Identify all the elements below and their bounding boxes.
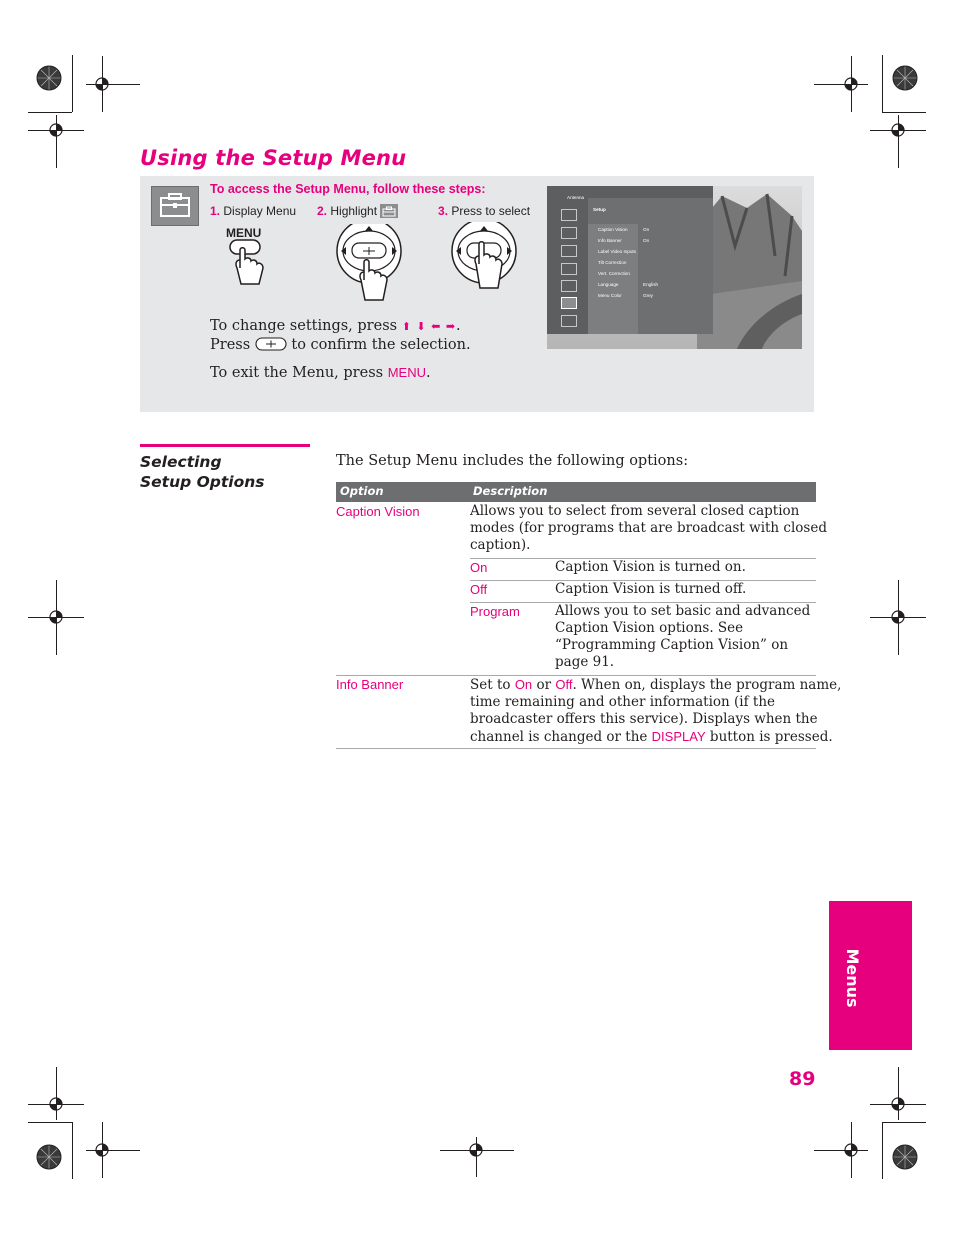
steps-heading: To access the Setup Menu, follow these steps: <box>210 182 486 196</box>
option-off-description: Caption Vision is turned off. <box>555 581 747 597</box>
arrow-keys-icon: ⬆ ⬇ ⬅ ➡ <box>401 320 457 333</box>
info-banner-description: Set to On or Off. When on, displays the program name, time remaining and other information (if the broadcaster offers this service). Displays when the channel is changed or the DISPLAY button is pressed. <box>470 677 842 745</box>
confirm-instruction: Press to confirm the selection. <box>210 337 471 353</box>
exit-instruction: To exit the Menu, press MENU. <box>210 365 431 381</box>
joystick-press-icon <box>449 222 521 294</box>
color-starburst-icon <box>891 64 919 92</box>
option-off: Off <box>470 582 488 597</box>
registration-target-icon <box>46 120 66 140</box>
menu-button-label: MENU <box>226 226 262 240</box>
tv-item-label: Menu Color <box>598 293 622 298</box>
registration-target-icon <box>466 1140 486 1160</box>
toolbox-icon <box>152 187 198 225</box>
registration-target-icon <box>888 1094 908 1114</box>
option-on: On <box>470 560 488 575</box>
joystick-button-icon <box>255 337 287 351</box>
side-tab-label: Menus <box>843 948 862 1008</box>
tv-item-label: Label Video Inputs <box>598 249 636 254</box>
page-number: 89 <box>789 1068 816 1090</box>
toolbox-icon <box>380 204 398 218</box>
tv-setup-screenshot <box>547 186 802 349</box>
tv-item-value: On <box>643 227 650 232</box>
col-option: Option <box>340 484 384 498</box>
setup-menu-icon-box <box>151 186 199 226</box>
tv-top-label: Antenna <box>567 195 585 200</box>
change-settings-instruction: To change settings, press ⬆ ⬇ ⬅ ➡. <box>210 318 461 334</box>
option-program-description: Allows you to set basic and advanced Caption Vision options. See “Programming Caption Vision” on page 91. <box>555 603 811 670</box>
caption-vision-description: Allows you to select from several closed caption modes (for programs that are broadcast with closed caption). <box>470 503 827 553</box>
option-on-description: Caption Vision is turned on. <box>555 559 746 575</box>
section-intro: The Setup Menu includes the following options: <box>336 453 689 469</box>
registration-target-icon <box>888 607 908 627</box>
tv-menu-panel <box>547 186 713 334</box>
registration-target-icon <box>888 120 908 140</box>
section-heading: Selecting Setup Options <box>140 453 265 491</box>
tv-menu-title: Setup <box>593 207 606 212</box>
registration-target-icon <box>92 1140 112 1160</box>
registration-target-icon <box>92 74 112 94</box>
tv-item-value: On <box>643 238 650 243</box>
section-rule <box>140 444 310 447</box>
registration-target-icon <box>841 74 861 94</box>
col-description: Description <box>473 484 548 498</box>
table-bottom-rule <box>336 748 816 749</box>
tv-item-value: English <box>643 282 659 287</box>
tv-item-label: Info Banner <box>598 238 622 243</box>
page-title: Using the Setup Menu <box>140 146 407 170</box>
tv-item-value: Grey <box>643 293 653 298</box>
registration-target-icon <box>841 1140 861 1160</box>
step-3: 3. Press to select <box>438 204 531 218</box>
joystick-hand-icon <box>334 224 406 306</box>
color-starburst-icon <box>35 64 63 92</box>
step-2: 2. Highlight <box>317 204 398 218</box>
tv-item-label: Caption Vision <box>598 227 628 232</box>
tv-item-label: Language <box>598 282 619 287</box>
registration-target-icon <box>46 607 66 627</box>
pressing-hand-icon <box>228 238 268 292</box>
registration-target-icon <box>46 1094 66 1114</box>
option-program: Program <box>470 604 520 619</box>
color-starburst-icon <box>891 1143 919 1171</box>
table-header <box>336 482 816 502</box>
option-info-banner: Info Banner <box>336 677 404 692</box>
tv-item-label: Tilt Correction <box>598 260 627 265</box>
color-starburst-icon <box>35 1143 63 1171</box>
tv-item-label: Vert. Correction <box>598 271 630 276</box>
option-caption-vision: Caption Vision <box>336 504 420 519</box>
step-1: 1. Display Menu <box>210 204 297 218</box>
